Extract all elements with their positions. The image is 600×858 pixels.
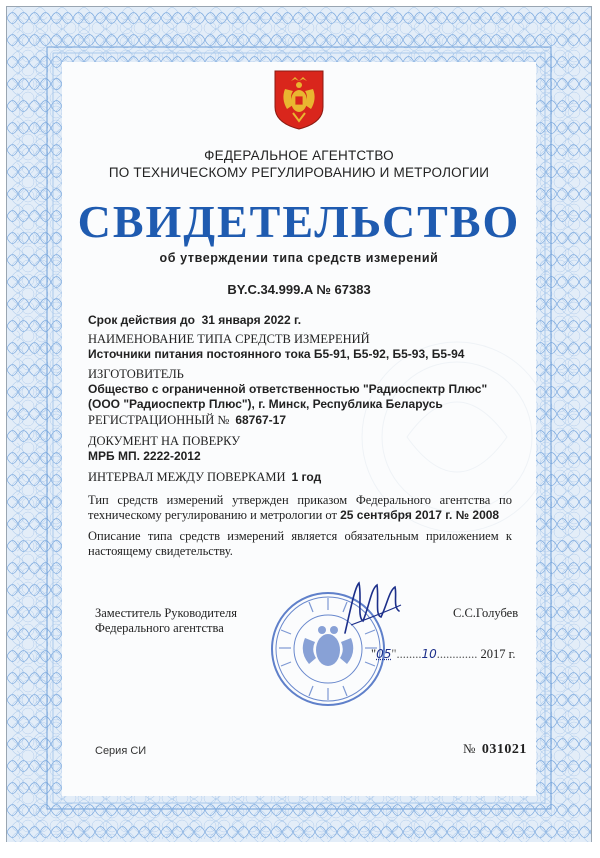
interval-row xyxy=(88,470,321,485)
coat-of-arms-icon xyxy=(273,69,325,131)
certificate-number: BY.C.34.999.A № 67383 xyxy=(227,282,371,297)
registration-row xyxy=(88,413,286,428)
verification-doc-value: МРБ МП. 2222-2012 xyxy=(88,449,201,463)
order-text: Тип средств измерений утвержден приказом Федерального агентства по техническому регулированию и метрологии от xyxy=(88,493,512,522)
manufacturer-line1: Общество с ограниченной ответственностью "Радиоспектр Плюс" xyxy=(88,382,488,396)
date-line: "05"........10............. 2017 г. xyxy=(371,647,516,661)
date-year: 2017 г. xyxy=(480,647,516,661)
serial-number xyxy=(463,741,527,758)
verification-doc-label: ДОКУМЕНТ НА ПОВЕРКУ xyxy=(88,434,241,448)
certificate-sheet xyxy=(6,6,592,850)
date-quote: " xyxy=(371,647,377,661)
manufacturer-line2: (ООО "Радиоспектр Плюс"), г. Минск, Республика Беларусь xyxy=(88,397,443,411)
serial-prefix: № xyxy=(463,741,476,756)
type-name-value: Источники питания постоянного тока Б5-91, Б5-92, Б5-93, Б5-94 xyxy=(88,347,465,361)
signatory-title-line1: Заместитель Руководителя xyxy=(95,606,237,620)
date-month: 10 xyxy=(421,647,437,661)
handwritten-signature xyxy=(337,577,407,639)
certificate-subtitle: об утверждении типа средств измерений xyxy=(159,251,439,265)
signatory-title-line2: Федерального агентства xyxy=(95,621,224,635)
registration-value: 68767-17 xyxy=(235,413,287,427)
certificate-title: СВИДЕТЕЛЬСТВО xyxy=(77,196,521,247)
validity-row xyxy=(88,313,301,327)
date-day: 05 xyxy=(376,647,392,661)
agency-name-line1: ФЕДЕРАЛЬНОЕ АГЕНТСТВО xyxy=(204,148,394,163)
signatory-name: С.С.Голубев xyxy=(453,606,519,620)
registration-label: РЕГИСТРАЦИОННЫЙ № xyxy=(88,413,230,427)
type-name-label: НАИМЕНОВАНИЕ ТИПА СРЕДСТВ ИЗМЕРЕНИЙ xyxy=(88,332,370,346)
agency-name-line2: ПО ТЕХНИЧЕСКОМУ РЕГУЛИРОВАНИЮ И МЕТРОЛОГИИ xyxy=(108,165,490,180)
validity-value: 31 января 2022 г. xyxy=(201,313,302,327)
order-paragraph xyxy=(88,493,512,523)
serial-value: 031021 xyxy=(481,742,527,757)
manufacturer-label: ИЗГОТОВИТЕЛЬ xyxy=(88,367,184,381)
order-date: 25 сентября 2017 г. № 2008 xyxy=(340,508,500,522)
interval-value: 1 год xyxy=(291,470,322,484)
interval-label: ИНТЕРВАЛ МЕЖДУ ПОВЕРКАМИ xyxy=(88,470,286,484)
validity-label: Срок действия до xyxy=(88,313,195,327)
page-bottom-margin xyxy=(0,842,600,858)
series-label: Серия СИ xyxy=(95,745,147,757)
description-paragraph: Описание типа средств измерений является обязательным приложением к настоящему свидетельству. xyxy=(88,529,512,558)
